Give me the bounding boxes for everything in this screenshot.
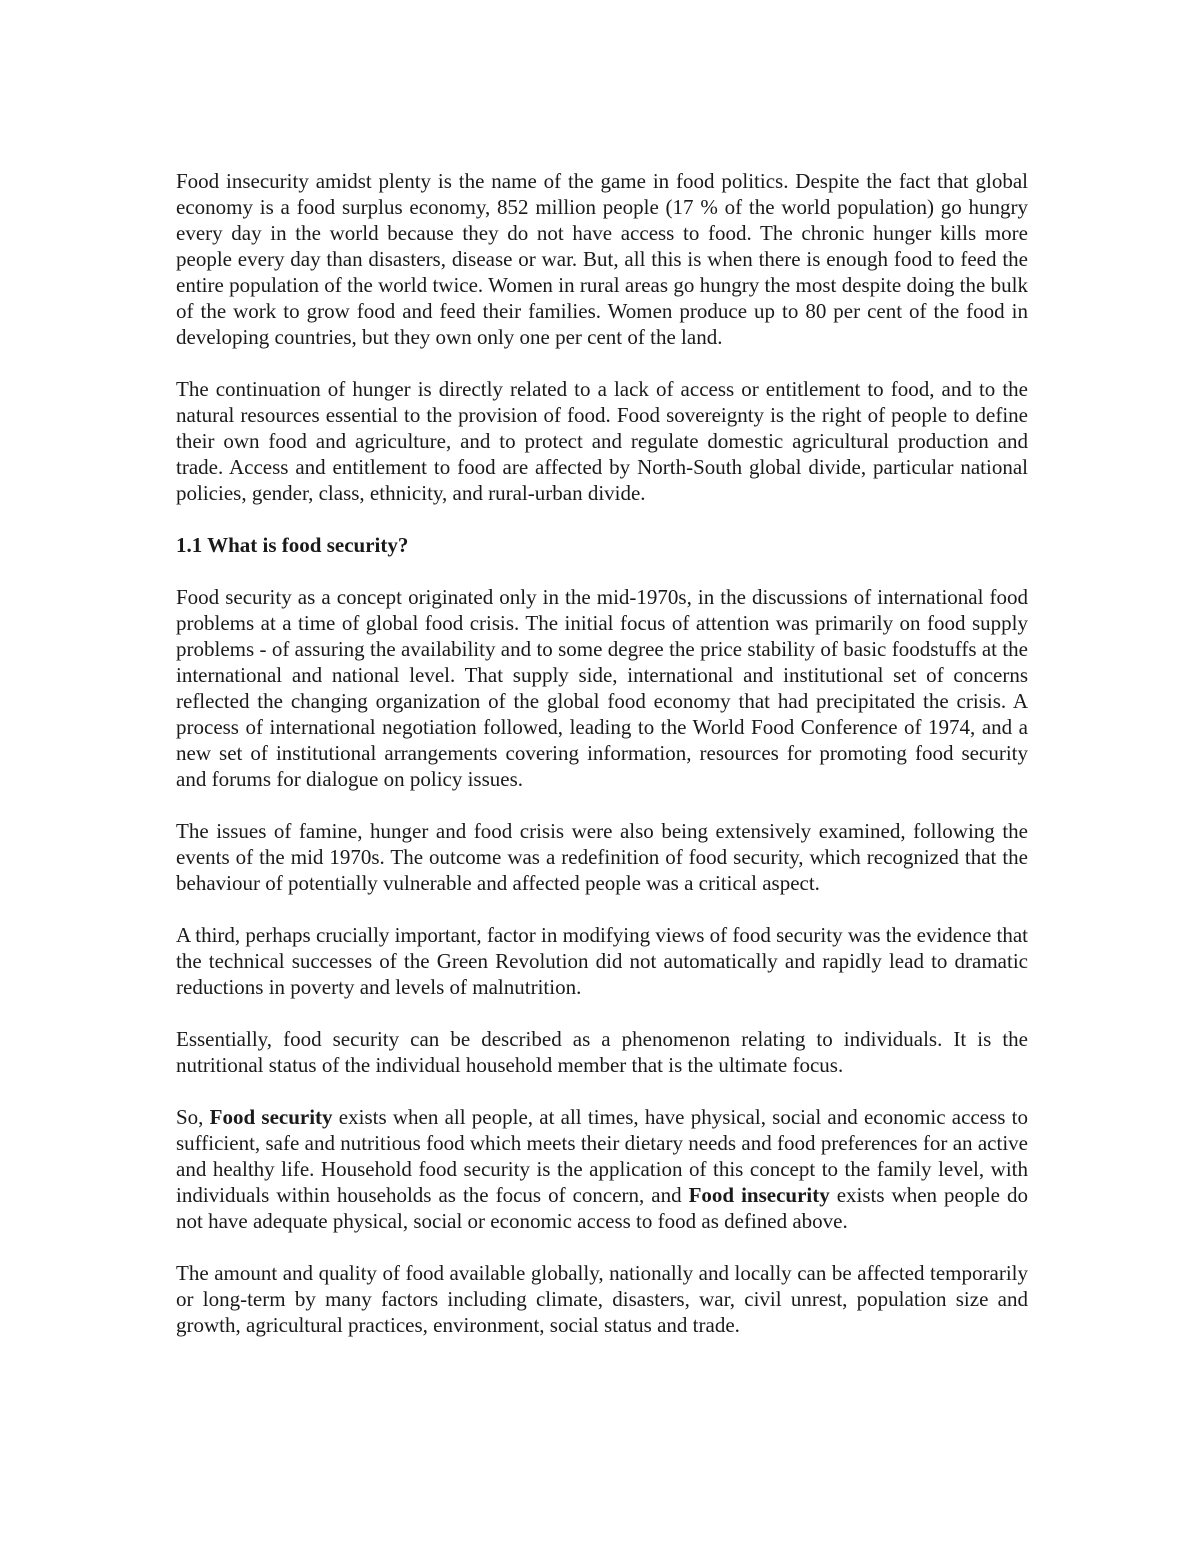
term-food-security: Food security <box>209 1105 333 1129</box>
intro-paragraph-1: Food insecurity amidst plenty is the name of the game in food politics. Despite the fact that global economy is a food surplus economy, 852 million people (17 % of the world population) go hungry every day in the world because they do not have access to food. The chronic hunger kills more people every day than disasters, disease or war. But, all this is when there is enough food to feed the entire population of the world twice. Women in rural areas go hungry the most despite doing the bulk of the work to grow food and feed their families. Women produce up to 80 per cent of the food in developing countries, but they own only one per cent of the land. <box>176 169 1028 349</box>
document-body <box>176 168 1028 1364</box>
section-heading: 1.1 What is food security? <box>176 533 409 557</box>
definition-middle: exists when all people, at all times, have physical, social and economic access to sufficient, safe and nutritious food which meets their dietary needs and food preferences for an active and healthy life. Household food security is the application of this concept to the family level, with individuals within households as the focus of concern, and <box>176 1105 1029 1207</box>
section-paragraph-1: Food security as a concept originated only in the mid-1970s, in the discussions of international food problems at a time of global food crisis. The initial focus of attention was primarily on food supply problems - of assuring the availability and to some degree the price stability of basic foodstuffs at the international and national level. That supply side, international and institutional set of concerns reflected the changing organization of the global food economy that had precipitated the crisis. A process of international negotiation followed, leading to the World Food Conference of 1974, and a new set of institutional arrangements covering information, resources for promoting food security and forums for dialogue on policy issues. <box>176 585 1028 791</box>
definition-tail: exists when people do not have adequate physical, social or economic access to food as defined above. <box>176 1183 1028 1233</box>
section-paragraph-3: A third, perhaps crucially important, factor in modifying views of food security was the evidence that the technical successes of the Green Revolution did not automatically and rapidly lead to dramatic reductions in poverty and levels of malnutrition. <box>176 923 1029 999</box>
section-paragraph-4: Essentially, food security can be described as a phenomenon relating to individuals. It is the nutritional status of the individual household member that is the ultimate focus. <box>176 1027 1028 1077</box>
section-paragraph-2: The issues of famine, hunger and food crisis were also being extensively examined, following the events of the mid 1970s. The outcome was a redefinition of food security, which recognized that the behaviour of potentially vulnerable and affected people was a critical aspect. <box>176 819 1028 895</box>
intro-paragraph-2: The continuation of hunger is directly related to a lack of access or entitlement to food, and to the natural resources essential to the provision of food. Food sovereignty is the right of people to define their own food and agriculture, and to protect and regulate domestic agricultural production and trade. Access and entitlement to food are affected by North-South global divide, particular national policies, gender, class, ethnicity, and rural-urban divide. <box>176 377 1028 505</box>
definition-lead: So, <box>176 1105 210 1129</box>
term-food-insecurity: Food insecurity <box>688 1183 830 1207</box>
definition-paragraph <box>176 1104 1028 1234</box>
closing-paragraph: The amount and quality of food available globally, nationally and locally can be affected temporarily or long-term by many factors including climate, disasters, war, civil unrest, population size and growth, agricultural practices, environment, social status and trade. <box>176 1261 1028 1337</box>
